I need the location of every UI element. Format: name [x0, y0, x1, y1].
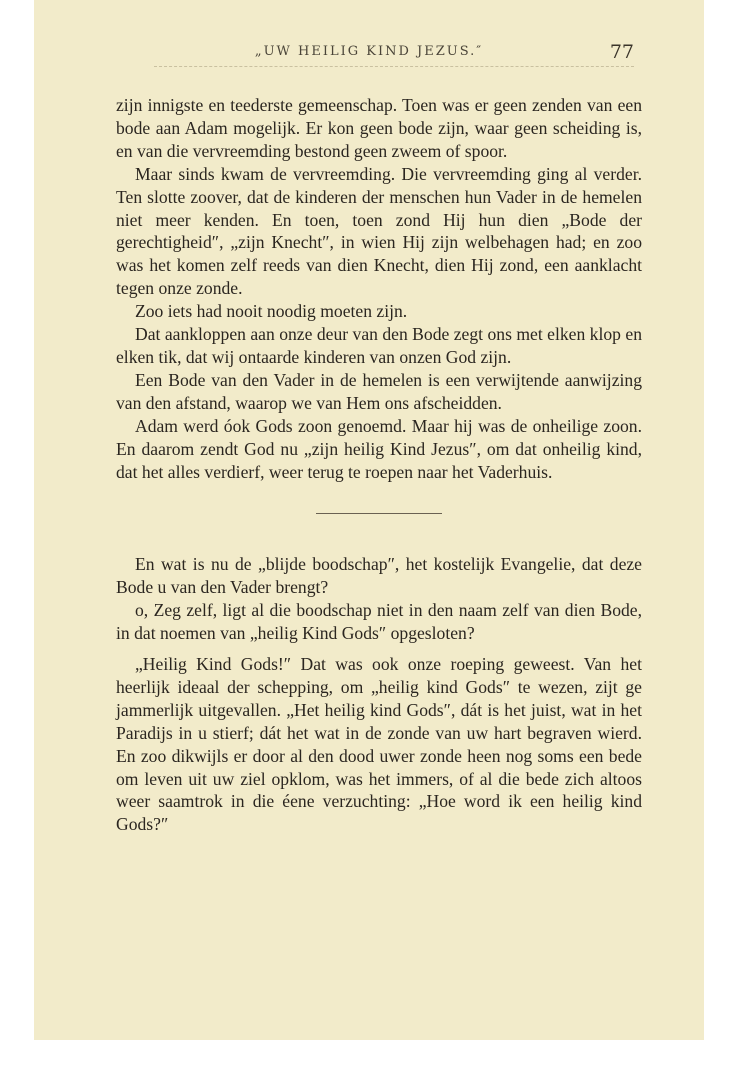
book-page — [34, 0, 704, 1040]
paragraph: En wat is nu de „blijde boodschap″, het kostelijk Evangelie, dat deze Bode u van den Vader brengt? — [116, 554, 642, 598]
running-title: „UW HEILIG KIND JEZUS.″ — [254, 44, 484, 59]
paragraph: Zoo iets had nooit noodig moeten zijn. — [135, 301, 408, 322]
page-header — [34, 41, 704, 66]
paragraph: zijn innigste en teederste gemeenschap. Toen was er geen zenden van een bode aan Adam mogelijk. Er kon geen bode zijn, waar geen scheiding is, en van die vervreemding bestond geen zweem of spoor. — [116, 95, 642, 161]
paragraph: Dat aankloppen aan onze deur van den Bode zegt ons met elken klop en elken tik, dat wij ontaarde kinderen van onzen God zijn. — [116, 324, 642, 367]
body-text — [116, 94, 642, 836]
paragraph: Maar sinds kwam de vervreemding. Die vervreemding ging al verder. Ten slotte zoover, dat de kinderen der menschen hun Vader in de hemelen niet meer kenden. En toen, toen zond Hij hun dien „Bode der gerechtigheid″, „zijn Knecht″, in wien Hij zijn welbehagen had; en zoo was het komen zelf reeds van dien Knecht, dien Hij zond, een aanklacht tegen onze zonde. — [116, 163, 642, 299]
page-number: 77 — [609, 41, 634, 63]
paragraph: Een Bode van den Vader in de hemelen is een verwijtende aanwijzing van den afstand, waarop we van Hem ons afscheidden. — [116, 369, 642, 413]
paragraph: o, Zeg zelf, ligt al die boodschap niet in den naam zelf van dien Bode, in dat noemen van „heilig Kind Gods″ opgesloten? — [116, 600, 642, 644]
header-rule — [154, 66, 634, 67]
section-divider — [116, 505, 642, 525]
paragraph: Adam werd óok Gods zoon genoemd. Maar hij was de onheilige zoon. En daarom zendt God nu „zijn heilig Kind Jezus″, om dat onheilig kind, dat het alles verdierf, weer terug te roepen naar het Vaderhuis. — [116, 415, 642, 482]
paragraph: „Heilig Kind Gods!″ Dat was ook onze roeping geweest. Van het heerlijk ideaal der schepping, om „heilig kind Gods″ te wezen, zijt ge jammerlijk uitgevallen. „Het heilig kind Gods″, dát is het juist, wat in het Paradijs in u stierf; dát het wat in de zonde van uw hart begraven wierd. En zoo dikwijls er door al den dood uwer zonde heen nog soms een bede om leven uit uw ziel opklom, was het immers, of al die bede zich altoos weer saamtrok in die éene verzuchting: „Hoe word ik een heilig kind Gods?″ — [116, 654, 642, 835]
